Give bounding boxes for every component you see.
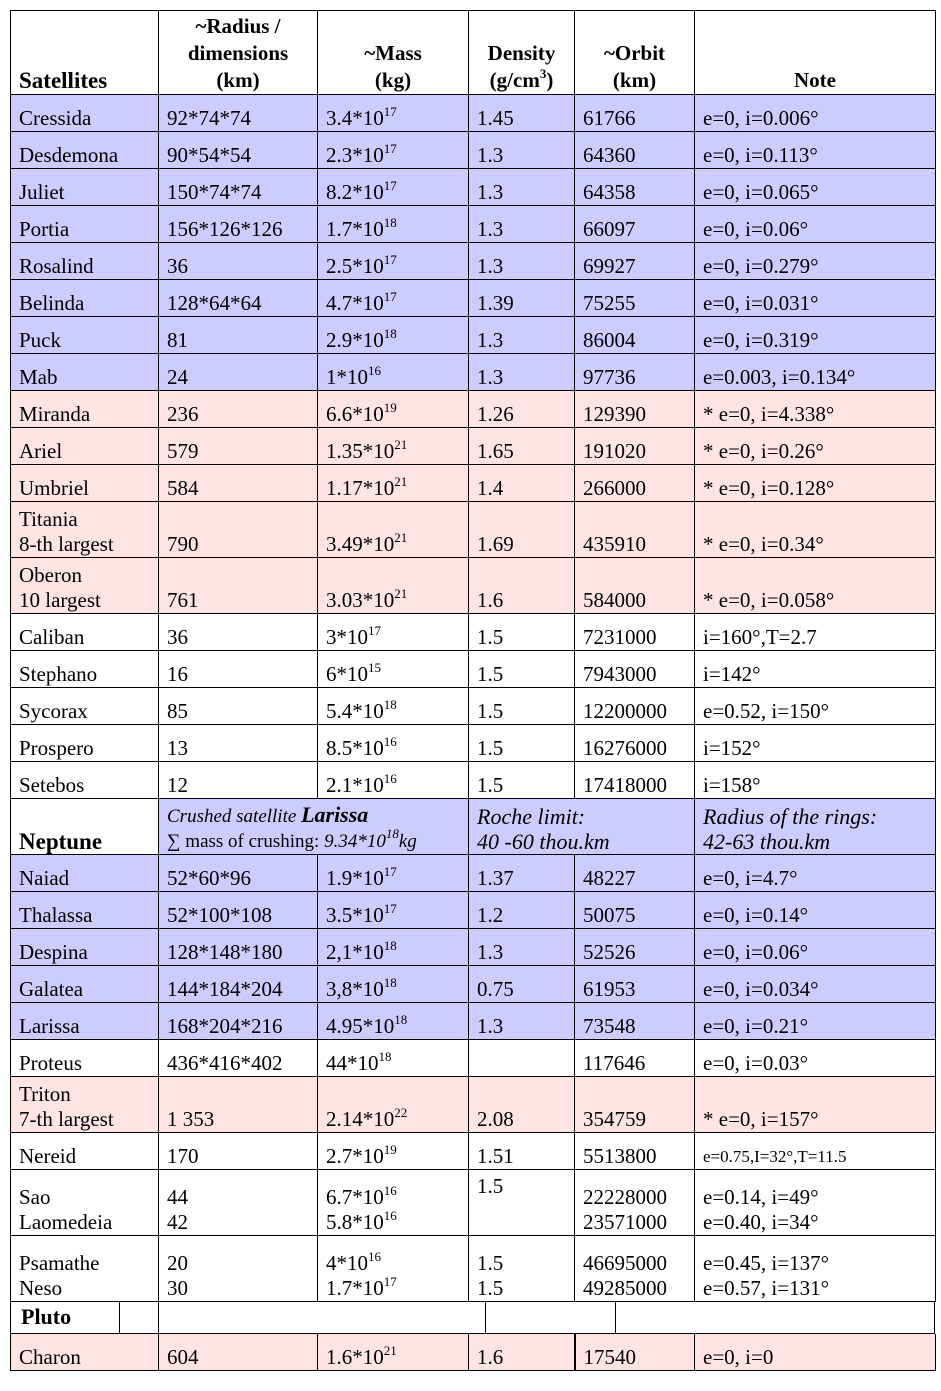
density-cell: 1.5 (469, 688, 575, 725)
density-cell: 1.5 (469, 614, 575, 651)
orbit-cell: 64360 (575, 132, 695, 169)
radius-cell: 13 (159, 725, 318, 762)
density-cell: 1.4 (469, 465, 575, 502)
header-note: Note (695, 11, 936, 95)
density-cell: 1.3 (469, 317, 575, 354)
mass-cell: $2.14*10^{22}$ (318, 1077, 469, 1133)
mass-cell: $1.7*10^{18}$ (318, 206, 469, 243)
table-row-puck (11, 317, 936, 354)
table-row-ariel (11, 428, 936, 465)
density-cell: 1.3 (469, 354, 575, 391)
crushed-satellite-info: Crushed satellite Larissa ∑ mass of crushing: $9.34*10^{18}kg$ (159, 799, 469, 855)
mass-cell: $4.95*10^{18}$ (318, 1003, 469, 1040)
note-cell: i=152° (695, 725, 936, 762)
satellite-name: Larissa (11, 1003, 159, 1040)
mass-cell: $2,1*10^{18}$ (318, 929, 469, 966)
density-cell: 1.69 (469, 502, 575, 558)
mass-cell: $5.4*10^{18}$ (318, 688, 469, 725)
note-cell: * e=0, i=157° (695, 1077, 936, 1133)
satellite-name: Umbriel (11, 465, 159, 502)
density-cell: 1.6 (469, 558, 575, 614)
neptune-label: Neptune (11, 799, 159, 855)
satellite-name: Setebos (11, 762, 159, 799)
mass-cell: $4*10^{16}$ $1.7*10^{17}$ (318, 1236, 469, 1302)
satellite-name: Portia (11, 206, 159, 243)
density-cell: 1.5 (469, 651, 575, 688)
radius-cell: 1 353 (159, 1077, 318, 1133)
satellite-name: Triton 7-th largest (11, 1077, 159, 1133)
radius-cell: 81 (159, 317, 318, 354)
radius-cell: 92*74*74 (159, 95, 318, 132)
pluto-table (10, 1334, 936, 1371)
mass-cell: $3.49*10^{21}$ (318, 502, 469, 558)
density-cell: 1.37 (469, 855, 575, 892)
header-radius: ~Radius / dimensions (km) (159, 11, 318, 95)
note-cell: * e=0, i=0.128° (695, 465, 936, 502)
mass-cell: $3,8*10^{18}$ (318, 966, 469, 1003)
table-row-despina (11, 929, 936, 966)
orbit-cell: 61766 (575, 95, 695, 132)
mass-cell: $6.7*10^{16}$ $5.8*10^{16}$ (318, 1170, 469, 1236)
satellite-name: Oberon 10 largest (11, 558, 159, 614)
satellite-name: Caliban (11, 614, 159, 651)
header-row (11, 11, 936, 95)
note-cell: e=0, i=0.279° (695, 243, 936, 280)
mass-cell: $3*10^{17}$ (318, 614, 469, 651)
table-row-charon (11, 1334, 936, 1371)
satellite-name: Juliet (11, 169, 159, 206)
table-row-setebos (11, 762, 936, 799)
radius-cell: 436*416*402 (159, 1040, 318, 1077)
radius-cell: 156*126*126 (159, 206, 318, 243)
table-row-portia (11, 206, 936, 243)
satellite-name: Despina (11, 929, 159, 966)
mass-cell: $3.4*10^{17}$ (318, 95, 469, 132)
orbit-cell: 5513800 (575, 1133, 695, 1170)
satellite-name: Titania 8-th largest (11, 502, 159, 558)
orbit-cell: 69927 (575, 243, 695, 280)
mass-cell: $1.35*10^{21}$ (318, 428, 469, 465)
mass-cell: $2.7*10^{19}$ (318, 1133, 469, 1170)
note-cell: i=142° (695, 651, 936, 688)
orbit-cell: 266000 (575, 465, 695, 502)
mass-cell: $1.17*10^{21}$ (318, 465, 469, 502)
density-cell: 1.5 1.5 (469, 1236, 575, 1302)
density-cell: 1.39 (469, 280, 575, 317)
radius-cell: 170 (159, 1133, 318, 1170)
table-row-titania (11, 502, 936, 558)
table-row-triton (11, 1077, 936, 1133)
pluto-label: Pluto (10, 1302, 120, 1334)
orbit-cell: 7231000 (575, 614, 695, 651)
orbit-cell: 61953 (575, 966, 695, 1003)
orbit-cell: 75255 (575, 280, 695, 317)
orbit-cell: 73548 (575, 1003, 695, 1040)
roche-limit-info: Roche limit: 40 -60 thou.km (469, 799, 695, 855)
table-row-cressida (11, 95, 936, 132)
note-cell: i=160°,T=2.7 (695, 614, 936, 651)
header-density: Density $(g/cm^3)$ (469, 11, 575, 95)
density-cell: 1.5 (469, 725, 575, 762)
radius-cell: 128*64*64 (159, 280, 318, 317)
satellite-name: Naiad (11, 855, 159, 892)
radius-cell: 85 (159, 688, 318, 725)
radius-cell: 790 (159, 502, 318, 558)
satellite-name: Stephano (11, 651, 159, 688)
orbit-cell: 52526 (575, 929, 695, 966)
note-cell: e=0, i=0.03° (695, 1040, 936, 1077)
density-cell: 0.75 (469, 966, 575, 1003)
density-cell: 1.5 (469, 1170, 575, 1236)
satellite-name: Prospero (11, 725, 159, 762)
density-cell: 1.3 (469, 169, 575, 206)
note-cell: e=0.52, i=150° (695, 688, 936, 725)
header-orbit: ~Orbit (km) (575, 11, 695, 95)
orbit-cell: 584000 (575, 558, 695, 614)
table-row-sao-laomedeia (11, 1170, 936, 1236)
density-cell: 1.3 (469, 929, 575, 966)
radius-cell: 128*148*180 (159, 929, 318, 966)
mass-cell: $4.7*10^{17}$ (318, 280, 469, 317)
radius-cell: 236 (159, 391, 318, 428)
satellite-name: Charon (11, 1334, 159, 1371)
density-cell: 1.26 (469, 391, 575, 428)
note-cell: i=158° (695, 762, 936, 799)
radius-cell: 584 (159, 465, 318, 502)
pluto-blank-cell (158, 1302, 485, 1334)
note-cell: e=0.45, i=137° e=0.57, i=131° (695, 1236, 936, 1302)
header-satellites: Satellites (11, 11, 159, 95)
density-cell: 1.3 (469, 206, 575, 243)
orbit-cell: 435910 (575, 502, 695, 558)
mass-cell: $8.2*10^{17}$ (318, 169, 469, 206)
mass-cell: $2.3*10^{17}$ (318, 132, 469, 169)
mass-cell: $6*10^{15}$ (318, 651, 469, 688)
orbit-cell: 46695000 49285000 (575, 1236, 695, 1302)
table-row-miranda (11, 391, 936, 428)
note-cell: e=0.003, i=0.134° (695, 354, 936, 391)
satellite-name: Nereid (11, 1133, 159, 1170)
note-cell: e=0, i=0.14° (695, 892, 936, 929)
radius-cell: 36 (159, 614, 318, 651)
radius-cell: 16 (159, 651, 318, 688)
radius-cell: 24 (159, 354, 318, 391)
orbit-cell: 7943000 (575, 651, 695, 688)
note-cell: e=0, i=0.034° (695, 966, 936, 1003)
mass-cell: $44*10^{18}$ (318, 1040, 469, 1077)
table-row-nereid (11, 1133, 936, 1170)
satellites-table-container (10, 10, 935, 1371)
orbit-cell: 129390 (575, 391, 695, 428)
radius-cell: 761 (159, 558, 318, 614)
radius-cell: 20 30 (159, 1236, 318, 1302)
pluto-blank-cell (615, 1302, 935, 1334)
table-row-sycorax (11, 688, 936, 725)
pluto-blank-cell (485, 1302, 615, 1334)
density-cell: 1.51 (469, 1133, 575, 1170)
mass-cell: $1.6*10^{21}$ (318, 1334, 469, 1371)
satellite-name: Thalassa (11, 892, 159, 929)
table-row-naiad (11, 855, 936, 892)
mass-cell: $1.9*10^{17}$ (318, 855, 469, 892)
table-row-thalassa (11, 892, 936, 929)
orbit-cell: 117646 (575, 1040, 695, 1077)
table-row-oberon (11, 558, 936, 614)
satellite-name: Sycorax (11, 688, 159, 725)
radius-cell: 52*100*108 (159, 892, 318, 929)
orbit-cell: 12200000 (575, 688, 695, 725)
orbit-cell: 86004 (575, 317, 695, 354)
density-cell: 1.5 (469, 762, 575, 799)
satellite-name: Galatea (11, 966, 159, 1003)
radius-cell: 44 42 (159, 1170, 318, 1236)
orbit-cell: 22228000 23571000 (575, 1170, 695, 1236)
note-cell: * e=0, i=4.338° (695, 391, 936, 428)
note-cell: e=0, i=0.113° (695, 132, 936, 169)
orbit-cell: 50075 (575, 892, 695, 929)
pluto-heading-row (10, 1302, 935, 1334)
orbit-cell: 354759 (575, 1077, 695, 1133)
density-cell: 1.6 (469, 1334, 575, 1371)
radius-cell: 150*74*74 (159, 169, 318, 206)
satellite-name: Miranda (11, 391, 159, 428)
mass-cell: $3.03*10^{21}$ (318, 558, 469, 614)
table-row-umbriel (11, 465, 936, 502)
density-cell: 1.3 (469, 243, 575, 280)
satellite-name: Ariel (11, 428, 159, 465)
table-row-stephano (11, 651, 936, 688)
neptune-info-row (11, 799, 936, 855)
table-row-prospero (11, 725, 936, 762)
orbit-cell: 97736 (575, 354, 695, 391)
radius-cell: 579 (159, 428, 318, 465)
table-row-rosalind (11, 243, 936, 280)
note-cell: e=0, i=0.21° (695, 1003, 936, 1040)
table-row-belinda (11, 280, 936, 317)
note-cell: e=0, i=0.319° (695, 317, 936, 354)
satellite-name: Mab (11, 354, 159, 391)
mass-cell: $2.5*10^{17}$ (318, 243, 469, 280)
density-cell: 1.65 (469, 428, 575, 465)
note-cell: e=0, i=0.06° (695, 206, 936, 243)
note-cell: * e=0, i=0.34° (695, 502, 936, 558)
satellite-name: Proteus (11, 1040, 159, 1077)
table-row-larissa (11, 1003, 936, 1040)
satellite-name: Rosalind (11, 243, 159, 280)
orbit-cell: 48227 (575, 855, 695, 892)
table-row-psamathe-neso (11, 1236, 936, 1302)
mass-cell: $2.1*10^{16}$ (318, 762, 469, 799)
orbit-cell: 191020 (575, 428, 695, 465)
density-cell: 1.3 (469, 132, 575, 169)
satellite-name: Sao Laomedeia (11, 1170, 159, 1236)
satellite-name: Desdemona (11, 132, 159, 169)
header-mass: ~Mass (kg) (318, 11, 469, 95)
radius-cell: 604 (159, 1334, 318, 1371)
density-cell: 1.3 (469, 1003, 575, 1040)
orbit-cell: 17418000 (575, 762, 695, 799)
satellite-name: Cressida (11, 95, 159, 132)
note-cell: e=0, i=4.7° (695, 855, 936, 892)
satellite-name: Psamathe Neso (11, 1236, 159, 1302)
pluto-gap (120, 1302, 158, 1334)
mass-cell: $8.5*10^{16}$ (318, 725, 469, 762)
table-row-juliet (11, 169, 936, 206)
satellite-name: Puck (11, 317, 159, 354)
orbit-cell: 64358 (575, 169, 695, 206)
note-cell: e=0, i=0 (695, 1334, 936, 1371)
radius-cell: 36 (159, 243, 318, 280)
mass-cell: $2.9*10^{18}$ (318, 317, 469, 354)
radius-cell: 12 (159, 762, 318, 799)
note-cell: e=0, i=0.031° (695, 280, 936, 317)
radius-cell: 168*204*216 (159, 1003, 318, 1040)
mass-cell: $6.6*10^{19}$ (318, 391, 469, 428)
table-row-proteus (11, 1040, 936, 1077)
density-cell: 1.45 (469, 95, 575, 132)
satellite-name: Belinda (11, 280, 159, 317)
table-row-desdemona (11, 132, 936, 169)
mass-cell: $1*10^{16}$ (318, 354, 469, 391)
table-row-galatea (11, 966, 936, 1003)
note-cell: e=0, i=0.065° (695, 169, 936, 206)
table-row-caliban (11, 614, 936, 651)
note-cell: e=0, i=0.06° (695, 929, 936, 966)
radius-cell: 90*54*54 (159, 132, 318, 169)
table-body (11, 95, 936, 1302)
note-cell: e=0.14, i=49° e=0.40, i=34° (695, 1170, 936, 1236)
orbit-cell: 16276000 (575, 725, 695, 762)
rings-radius-info: Radius of the rings: 42-63 thou.km (695, 799, 936, 855)
note-cell: e=0, i=0.006° (695, 95, 936, 132)
orbit-cell: 17540 (575, 1334, 695, 1371)
density-cell: 1.2 (469, 892, 575, 929)
radius-cell: 52*60*96 (159, 855, 318, 892)
satellites-table (10, 10, 936, 1302)
mass-cell: $3.5*10^{17}$ (318, 892, 469, 929)
table-row-mab (11, 354, 936, 391)
note-cell: e=0.75,I=32°,T=11.5 (695, 1133, 936, 1170)
density-cell (469, 1040, 575, 1077)
note-cell: * e=0, i=0.058° (695, 558, 936, 614)
note-cell: * e=0, i=0.26° (695, 428, 936, 465)
density-cell: 2.08 (469, 1077, 575, 1133)
radius-cell: 144*184*204 (159, 966, 318, 1003)
orbit-cell: 66097 (575, 206, 695, 243)
